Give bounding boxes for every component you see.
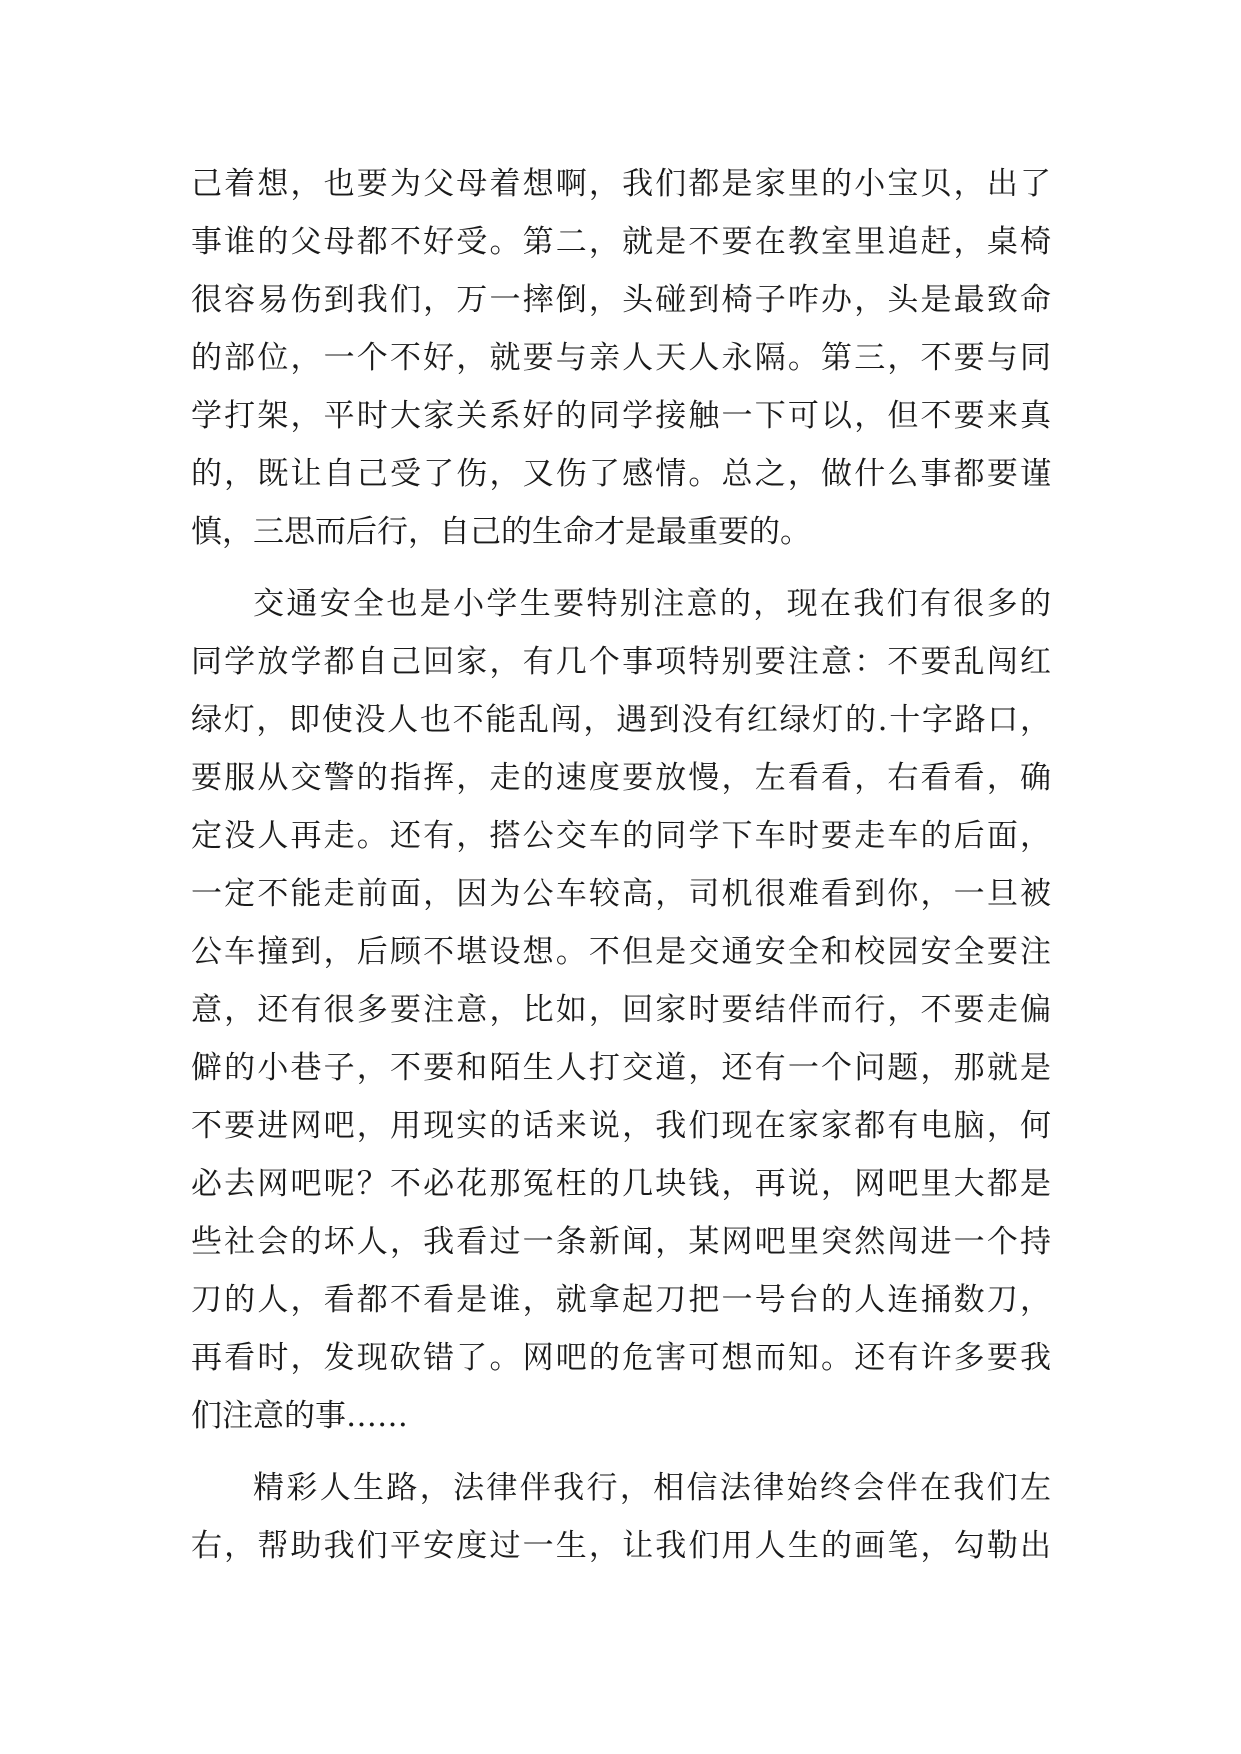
text-line: 必去网吧呢？不必花那冤枉的几块钱，再说，网吧里大都是 (191, 1166, 1051, 1202)
text-line: 不要进网吧，用现实的话来说，我们现在家家都有电脑，何 (191, 1108, 1051, 1144)
paragraph (191, 155, 1051, 561)
paragraph-gap (191, 1445, 1051, 1459)
text-line: 刀的人，看都不看是谁，就拿起刀把一号台的人连捅数刀， (191, 1282, 1051, 1318)
text-line: 公车撞到，后顾不堪设想。不但是交通安全和校园安全要注 (191, 934, 1051, 970)
text-line: 同学放学都自己回家，有几个事项特别要注意：不要乱闯红 (191, 644, 1051, 680)
text-line: 绿灯，即使没人也不能乱闯，遇到没有红绿灯的.十字路口， (191, 702, 1051, 738)
text-line: 交通安全也是小学生要特别注意的，现在我们有很多的 (253, 586, 1051, 622)
body-text (191, 155, 1051, 1575)
paragraph-gap (191, 561, 1051, 575)
text-line: 学打架，平时大家关系好的同学接触一下可以，但不要来真 (191, 398, 1051, 434)
paragraph (191, 1459, 1051, 1575)
text-line: 慎，三思而后行，自己的生命才是最重要的。 (191, 514, 811, 550)
text-line: 意，还有很多要注意，比如，回家时要结伴而行，不要走偏 (191, 992, 1051, 1028)
text-line: 一定不能走前面，因为公车较高，司机很难看到你，一旦被 (191, 876, 1051, 912)
text-line: 们注意的事…… (191, 1398, 408, 1434)
text-line: 右，帮助我们平安度过一生，让我们用人生的画笔，勾勒出 (191, 1528, 1051, 1564)
text-line: 的，既让自己受了伤，又伤了感情。总之，做什么事都要谨 (191, 456, 1051, 492)
text-line: 要服从交警的指挥，走的速度要放慢，左看看，右看看，确 (191, 760, 1051, 796)
text-line: 僻的小巷子，不要和陌生人打交道，还有一个问题，那就是 (191, 1050, 1051, 1086)
text-line: 事谁的父母都不好受。第二，就是不要在教室里追赶，桌椅 (191, 224, 1051, 260)
text-line: 的部位，一个不好，就要与亲人天人永隔。第三，不要与同 (191, 340, 1051, 376)
text-line: 些社会的坏人，我看过一条新闻，某网吧里突然闯进一个持 (191, 1224, 1051, 1260)
text-line: 很容易伤到我们，万一摔倒，头碰到椅子咋办，头是最致命 (191, 282, 1051, 318)
text-line: 再看时，发现砍错了。网吧的危害可想而知。还有许多要我 (191, 1340, 1051, 1376)
text-line: 定没人再走。还有，搭公交车的同学下车时要走车的后面， (191, 818, 1051, 854)
text-line: 己着想，也要为父母着想啊，我们都是家里的小宝贝，出了 (191, 166, 1051, 202)
paragraph (191, 575, 1051, 1445)
text-line: 精彩人生路，法律伴我行，相信法律始终会伴在我们左 (253, 1470, 1051, 1506)
